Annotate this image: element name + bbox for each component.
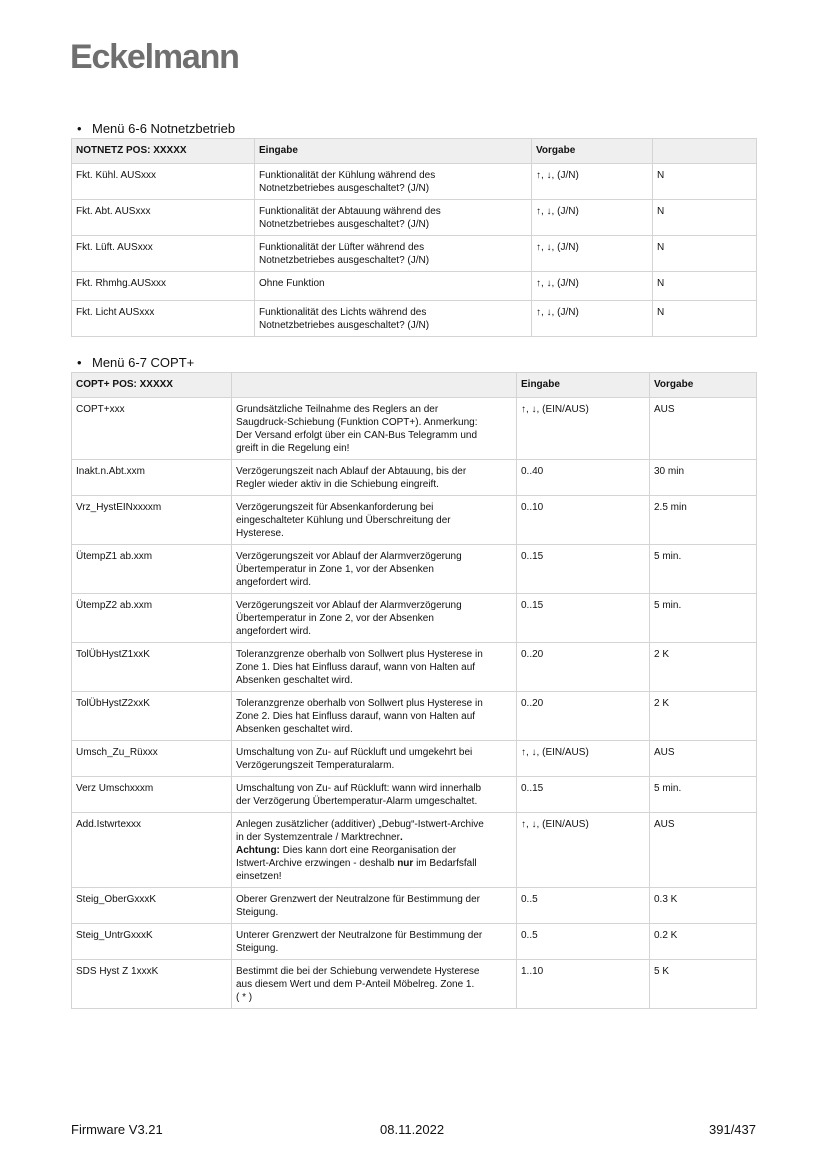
column-header (653, 139, 757, 164)
description-line: Verzögerungszeit nach Ablauf der Abtauung, bis der (236, 466, 467, 477)
default-value-cell: N (653, 200, 757, 236)
description-cell (232, 888, 517, 924)
notnetz-table (71, 138, 757, 337)
parameter-name-cell: Fkt. Abt. AUSxxx (72, 200, 255, 236)
parameter-name-cell: Umsch_Zu_Rüxxx (72, 741, 232, 777)
description-line: Verzögerungszeit vor Ablauf der Alarmverzögerung (236, 551, 462, 562)
default-value-cell: N (653, 236, 757, 272)
input-range-cell: ↑, ↓, (EIN/AUS) (517, 741, 650, 777)
description-emphasis: Achtung: (236, 845, 280, 856)
description-line: Steigung. (236, 907, 279, 918)
table-header-row (72, 139, 757, 164)
input-range-cell: 0..20 (517, 643, 650, 692)
description-cell (232, 496, 517, 545)
input-range-cell: 0..40 (517, 460, 650, 496)
input-range-cell: ↑, ↓, (J/N) (532, 301, 653, 337)
column-header: Eingabe (255, 139, 532, 164)
description-line: in der Systemzentrale / Marktrechner (236, 832, 400, 843)
description-line: Verzögerungszeit Temperaturalarm. (236, 760, 395, 771)
description-line: Notnetzbetriebes ausgeschaltet? (J/N) (259, 219, 430, 230)
input-range-cell: 0..15 (517, 777, 650, 813)
table-row (72, 200, 757, 236)
parameter-name-cell: Vrz_HystEINxxxxm (72, 496, 232, 545)
description-line: Notnetzbetriebes ausgeschaltet? (J/N) (259, 183, 430, 194)
description-cell (255, 164, 532, 200)
input-range-cell: 0..5 (517, 888, 650, 924)
table-row (72, 301, 757, 337)
footer-page-number: 391/437 (709, 1122, 756, 1137)
input-range-cell: 0..10 (517, 496, 650, 545)
table-row (72, 741, 757, 777)
description-line: Funktionalität der Abtauung während des (259, 206, 441, 217)
table-row (72, 496, 757, 545)
description-line: Verzögerungszeit für Absenkanforderung bei (236, 502, 434, 513)
description-cell (255, 301, 532, 337)
table-row (72, 813, 757, 888)
section-title-copt: • Menü 6-7 COPT+ (77, 355, 195, 370)
table-row (72, 692, 757, 741)
description-line: Istwert-Archive erzwingen - deshalb (236, 858, 398, 869)
table-row (72, 924, 757, 960)
description-line: Funktionalität der Kühlung während des (259, 170, 436, 181)
parameter-name-cell: Verz Umschxxxm (72, 777, 232, 813)
section-title-notnetz: • Menü 6-6 Notnetzbetrieb (77, 121, 236, 136)
description-cell (232, 813, 517, 888)
parameter-name-cell: Fkt. Rhmhg.AUSxxx (72, 272, 255, 301)
company-logo: Eckelmann (70, 38, 239, 76)
input-range-cell: 0..15 (517, 545, 650, 594)
description-line: Funktionalität des Lichts während des (259, 307, 427, 318)
default-value-cell: 5 min. (650, 594, 757, 643)
description-line: Der Versand erfolgt über ein CAN-Bus Telegramm und (236, 430, 478, 441)
description-line: Umschaltung von Zu- auf Rückluft: wann wird innerhalb (236, 783, 482, 794)
description-emphasis: nur (397, 858, 414, 869)
default-value-cell: 2 K (650, 643, 757, 692)
description-line: Oberer Grenzwert der Neutralzone für Bestimmung der (236, 894, 480, 905)
description-line: der Verzögerung Übertemperatur-Alarm umgeschaltet. (236, 796, 478, 807)
default-value-cell: 5 min. (650, 777, 757, 813)
description-cell (255, 272, 532, 301)
description-line: Steigung. (236, 943, 279, 954)
description-emphasis: . (399, 832, 403, 843)
description-cell (232, 460, 517, 496)
table-row (72, 236, 757, 272)
default-value-cell: 2.5 min (650, 496, 757, 545)
description-line: Absenken geschaltet wird. (236, 724, 353, 735)
column-header: COPT+ POS: XXXXX (72, 373, 232, 398)
input-range-cell: ↑, ↓, (J/N) (532, 164, 653, 200)
table-row (72, 460, 757, 496)
input-range-cell: ↑, ↓, (EIN/AUS) (517, 813, 650, 888)
description-line: im Bedarfsfall (413, 858, 477, 869)
footer-firmware: Firmware V3.21 (71, 1122, 163, 1137)
table-row (72, 272, 757, 301)
default-value-cell: 0.3 K (650, 888, 757, 924)
description-cell (255, 236, 532, 272)
parameter-name-cell: ÜtempZ1 ab.xxm (72, 545, 232, 594)
description-line: Hysterese. (236, 528, 284, 539)
input-range-cell: 0..20 (517, 692, 650, 741)
input-range-cell: 0..15 (517, 594, 650, 643)
footer-date: 08.11.2022 (380, 1122, 445, 1137)
default-value-cell: 2 K (650, 692, 757, 741)
description-line: Saugdruck-Schiebung (Funktion COPT+). Anmerkung: (236, 417, 478, 428)
input-range-cell: 1..10 (517, 960, 650, 1009)
default-value-cell: N (653, 164, 757, 200)
input-range-cell: ↑, ↓, (EIN/AUS) (517, 398, 650, 460)
description-line: Grundsätzliche Teilnahme des Reglers an der (236, 404, 439, 415)
table-row (72, 888, 757, 924)
parameter-name-cell: ÜtempZ2 ab.xxm (72, 594, 232, 643)
description-line: Übertemperatur in Zone 2, vor der Absenken (236, 613, 434, 624)
description-line: angefordert wird. (236, 577, 312, 588)
description-line: Verzögerungszeit vor Ablauf der Alarmverzögerung (236, 600, 462, 611)
table-row (72, 960, 757, 1009)
description-line: Bestimmt die bei der Schiebung verwendete Hysterese (236, 966, 480, 977)
description-cell (232, 960, 517, 1009)
description-line: Unterer Grenzwert der Neutralzone für Bestimmung der (236, 930, 483, 941)
column-header: NOTNETZ POS: XXXXX (72, 139, 255, 164)
input-range-cell: 0..5 (517, 924, 650, 960)
description-line: Dies kann dort eine Reorganisation der (279, 845, 457, 856)
description-line: angefordert wird. (236, 626, 312, 637)
default-value-cell: 5 K (650, 960, 757, 1009)
column-header (232, 373, 517, 398)
default-value-cell: 30 min (650, 460, 757, 496)
default-value-cell: 5 min. (650, 545, 757, 594)
default-value-cell: N (653, 301, 757, 337)
description-line: Toleranzgrenze oberhalb von Sollwert plus Hysterese in (236, 698, 483, 709)
input-range-cell: ↑, ↓, (J/N) (532, 200, 653, 236)
input-range-cell: ↑, ↓, (J/N) (532, 236, 653, 272)
description-line: Notnetzbetriebes ausgeschaltet? (J/N) (259, 255, 430, 266)
description-line: Umschaltung von Zu- auf Rückluft und umgekehrt bei (236, 747, 473, 758)
column-header: Vorgabe (532, 139, 653, 164)
table-header-row (72, 373, 757, 398)
column-header: Vorgabe (650, 373, 757, 398)
table-row (72, 643, 757, 692)
default-value-cell: 0.2 K (650, 924, 757, 960)
table-row (72, 164, 757, 200)
description-cell (232, 594, 517, 643)
description-line: Anlegen zusätzlicher (additiver) „Debug“-Istwert-Archive (236, 819, 484, 830)
parameter-name-cell: Fkt. Lüft. AUSxxx (72, 236, 255, 272)
description-line: Übertemperatur in Zone 1, vor der Absenken (236, 564, 434, 575)
parameter-name-cell: Steig_UntrGxxxK (72, 924, 232, 960)
description-cell (232, 924, 517, 960)
description-cell (232, 692, 517, 741)
default-value-cell: AUS (650, 813, 757, 888)
description-cell (232, 777, 517, 813)
description-line: Notnetzbetriebes ausgeschaltet? (J/N) (259, 320, 430, 331)
parameter-name-cell: Add.Istwrtexxx (72, 813, 232, 888)
default-value-cell: AUS (650, 741, 757, 777)
input-range-cell: ↑, ↓, (J/N) (532, 272, 653, 301)
description-line: Regler wieder aktiv in die Schiebung eingreift. (236, 479, 439, 490)
table-row (72, 545, 757, 594)
description-line: Ohne Funktion (259, 278, 325, 289)
parameter-name-cell: Fkt. Licht AUSxxx (72, 301, 255, 337)
description-cell (232, 398, 517, 460)
default-value-cell: N (653, 272, 757, 301)
description-line: ( * ) (236, 992, 253, 1003)
description-line: greift in die Regelung ein! (236, 443, 350, 454)
table-row (72, 777, 757, 813)
description-line: Zone 1. Dies hat Einfluss darauf, wann von Halten auf (236, 662, 476, 673)
table-row (72, 398, 757, 460)
copt-table (71, 372, 757, 1009)
description-cell (232, 741, 517, 777)
description-cell (232, 545, 517, 594)
table-row (72, 594, 757, 643)
parameter-name-cell: Inakt.n.Abt.xxm (72, 460, 232, 496)
description-line: Absenken geschaltet wird. (236, 675, 353, 686)
default-value-cell: AUS (650, 398, 757, 460)
parameter-name-cell: TolÜbHystZ1xxK (72, 643, 232, 692)
description-cell (232, 643, 517, 692)
parameter-name-cell: Steig_OberGxxxK (72, 888, 232, 924)
description-cell (255, 200, 532, 236)
description-line: Funktionalität der Lüfter während des (259, 242, 425, 253)
description-line: einsetzen! (236, 871, 282, 882)
column-header: Eingabe (517, 373, 650, 398)
parameter-name-cell: TolÜbHystZ2xxK (72, 692, 232, 741)
parameter-name-cell: Fkt. Kühl. AUSxxx (72, 164, 255, 200)
description-line: aus diesem Wert und dem P-Anteil Möbelreg. Zone 1. (236, 979, 475, 990)
description-line: Toleranzgrenze oberhalb von Sollwert plus Hysterese in (236, 649, 483, 660)
description-line: eingeschalteter Kühlung und Überschreitung der (236, 515, 451, 526)
parameter-name-cell: COPT+xxx (72, 398, 232, 460)
parameter-name-cell: SDS Hyst Z 1xxxK (72, 960, 232, 1009)
description-line: Zone 2. Dies hat Einfluss darauf, wann von Halten auf (236, 711, 476, 722)
